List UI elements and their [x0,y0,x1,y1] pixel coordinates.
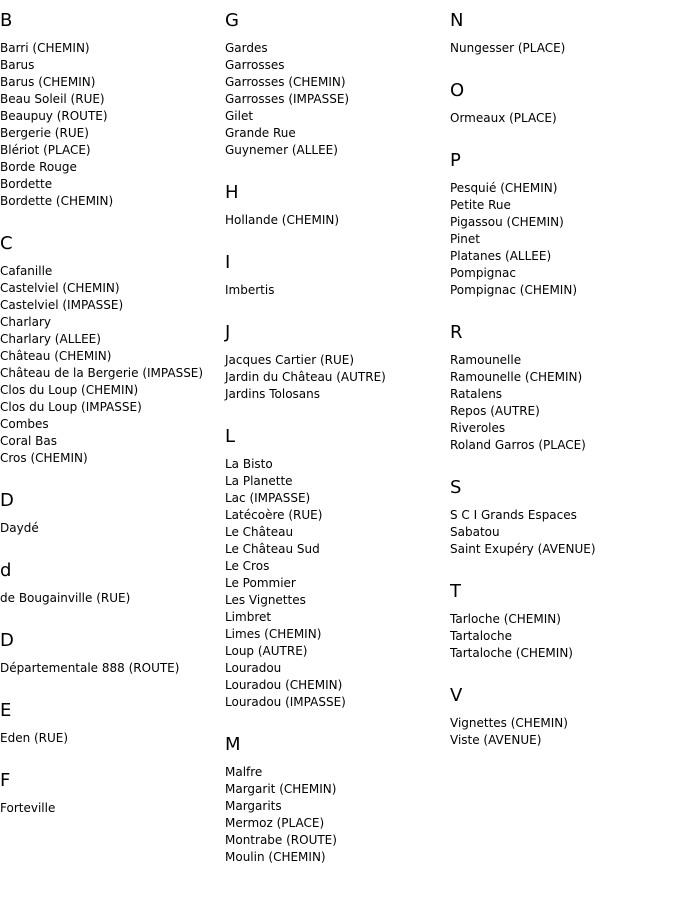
street-name-item: Mermoz (PLACE) [225,816,325,830]
street-name-item: Hollande (CHEMIN) [225,213,340,227]
street-name-item: Montrabe (ROUTE) [225,833,337,847]
street-name-item: Garrosses (IMPASSE) [225,92,350,106]
street-name-item: Bordette (CHEMIN) [0,194,114,208]
street-name-item: La Bisto [225,457,273,471]
street-name-item: Beau Soleil (RUE) [0,92,105,106]
letter-section [450,684,675,749]
street-name-item: Castelviel (IMPASSE) [0,298,124,312]
letter-section [225,181,450,229]
street-name-item: Départementale 888 (ROUTE) [0,661,180,675]
street-name-item: Cafanille [0,264,53,278]
street-name-item: Saint Exupéry (AVENUE) [450,542,596,556]
street-name-item: Imbertis [225,283,275,297]
street-name-item: Barus (CHEMIN) [0,75,96,89]
section-letter-heading: M [225,734,241,755]
section-letter-heading: F [0,770,11,791]
street-name-item: Barus [0,58,35,72]
letter-section [450,79,675,127]
street-name-item: Pigassou (CHEMIN) [450,215,564,229]
street-name-item: Margarit (CHEMIN) [225,782,337,796]
section-letter-heading: E [0,700,12,721]
letter-section [450,476,675,558]
street-name-item: Ormeaux (PLACE) [450,111,557,125]
letter-section [225,733,450,866]
street-name-item: Clos du Loup (IMPASSE) [0,400,142,414]
street-name-item: Borde Rouge [0,160,77,174]
street-name-item: Daydé [0,521,39,535]
street-name-item: Latécoère (RUE) [225,508,323,522]
letter-section [450,9,675,57]
street-name-item: Château de la Bergerie (IMPASSE) [0,366,204,380]
street-name-item: Tarloche (CHEMIN) [450,612,561,626]
letter-section [0,9,225,210]
section-letter-heading: J [225,322,231,343]
street-name-item: Nungesser (PLACE) [450,41,566,55]
street-name-item: Bergerie (RUE) [0,126,89,140]
index-column-3 [450,9,675,771]
street-name-item: Lac (IMPASSE) [225,491,311,505]
street-name-item: de Bougainville (RUE) [0,591,131,605]
street-name-item: Limbret [225,610,272,624]
street-name-item: Barri (CHEMIN) [0,41,90,55]
street-name-item: Repos (AUTRE) [450,404,540,418]
street-name-item: Roland Garros (PLACE) [450,438,586,452]
street-name-item: S C I Grands Espaces [450,508,577,522]
street-name-item: Forteville [0,801,56,815]
street-name-item: Les Vignettes [225,593,306,607]
street-name-item: Limes (CHEMIN) [225,627,322,641]
street-name-item: Eden (RUE) [0,731,69,745]
street-name-item: Sabatou [450,525,500,539]
letter-section [0,769,225,817]
street-name-item: Pinet [450,232,480,246]
street-name-item: Ratalens [450,387,503,401]
street-name-item: Vignettes (CHEMIN) [450,716,568,730]
street-name-item: Beaupuy (ROUTE) [0,109,108,123]
street-name-item: Coral Bas [0,434,57,448]
section-letter-heading: d [0,560,12,581]
street-name-item: Jacques Cartier (RUE) [225,353,355,367]
street-name-item: Castelviel (CHEMIN) [0,281,120,295]
street-name-item: Grande Rue [225,126,296,140]
section-letter-heading: D [0,490,14,511]
section-letter-heading: O [450,80,465,101]
street-name-item: Clos du Loup (CHEMIN) [0,383,139,397]
street-name-item: Combes [0,417,49,431]
street-name-item: Moulin (CHEMIN) [225,850,326,864]
street-name-item: Jardin du Château (AUTRE) [225,370,386,384]
letter-section [0,489,225,537]
index-column-2 [225,9,450,888]
section-letter-heading: V [450,685,463,706]
section-letter-heading: P [450,150,461,171]
letter-section [450,149,675,299]
street-name-item: Louradou (CHEMIN) [225,678,343,692]
street-name-item: Tartaloche (CHEMIN) [450,646,573,660]
street-name-item: Malfre [225,765,263,779]
street-name-item: Loup (AUTRE) [225,644,308,658]
street-name-item: Garrosses (CHEMIN) [225,75,346,89]
street-name-item: Guynemer (ALLEE) [225,143,338,157]
letter-section [450,321,675,454]
street-name-item: Louradou [225,661,282,675]
letter-section [0,699,225,747]
section-letter-heading: G [225,10,239,31]
street-name-item: Blériot (PLACE) [0,143,91,157]
letter-section [0,232,225,467]
street-name-item: Margarits [225,799,282,813]
street-name-item: Pompignac (CHEMIN) [450,283,577,297]
street-name-item: Le Pommier [225,576,296,590]
letter-section [225,321,450,403]
street-name-item: Charlary [0,315,51,329]
street-name-item: Louradou (IMPASSE) [225,695,346,709]
letter-section [0,559,225,607]
street-name-item: Pesquié (CHEMIN) [450,181,558,195]
letter-section [450,580,675,662]
section-letter-heading: T [450,581,461,602]
index-column-1 [0,9,225,839]
street-name-item: Le Cros [225,559,270,573]
section-letter-heading: D [0,630,14,651]
section-letter-heading: N [450,10,464,31]
street-name-item: Jardins Tolosans [225,387,321,401]
street-name-item: Le Château [225,525,294,539]
street-name-item: Pompignac [450,266,516,280]
street-name-item: Gardes [225,41,268,55]
street-name-item: Riveroles [450,421,506,435]
street-name-item: Bordette [0,177,53,191]
street-name-item: Tartaloche [450,629,512,643]
street-name-item: Château (CHEMIN) [0,349,112,363]
section-letter-heading: S [450,477,462,498]
section-letter-heading: H [225,182,239,203]
section-letter-heading: C [0,233,13,254]
letter-section [225,251,450,299]
street-name-item: Garrosses [225,58,285,72]
street-name-item: Platanes (ALLEE) [450,249,552,263]
section-letter-heading: R [450,322,463,343]
section-letter-heading: B [0,10,13,31]
letter-section [225,9,450,159]
section-letter-heading: L [225,426,236,447]
street-name-item: Gilet [225,109,254,123]
street-name-item: Ramounelle (CHEMIN) [450,370,583,384]
street-name-item: Ramounelle [450,353,522,367]
street-name-item: Viste (AVENUE) [450,733,542,747]
street-name-item: Le Château Sud [225,542,320,556]
street-name-item: Charlary (ALLEE) [0,332,101,346]
section-letter-heading: I [225,252,231,273]
street-name-item: Cros (CHEMIN) [0,451,88,465]
letter-section [225,425,450,711]
letter-section [0,629,225,677]
street-name-item: La Planette [225,474,293,488]
street-name-item: Petite Rue [450,198,511,212]
